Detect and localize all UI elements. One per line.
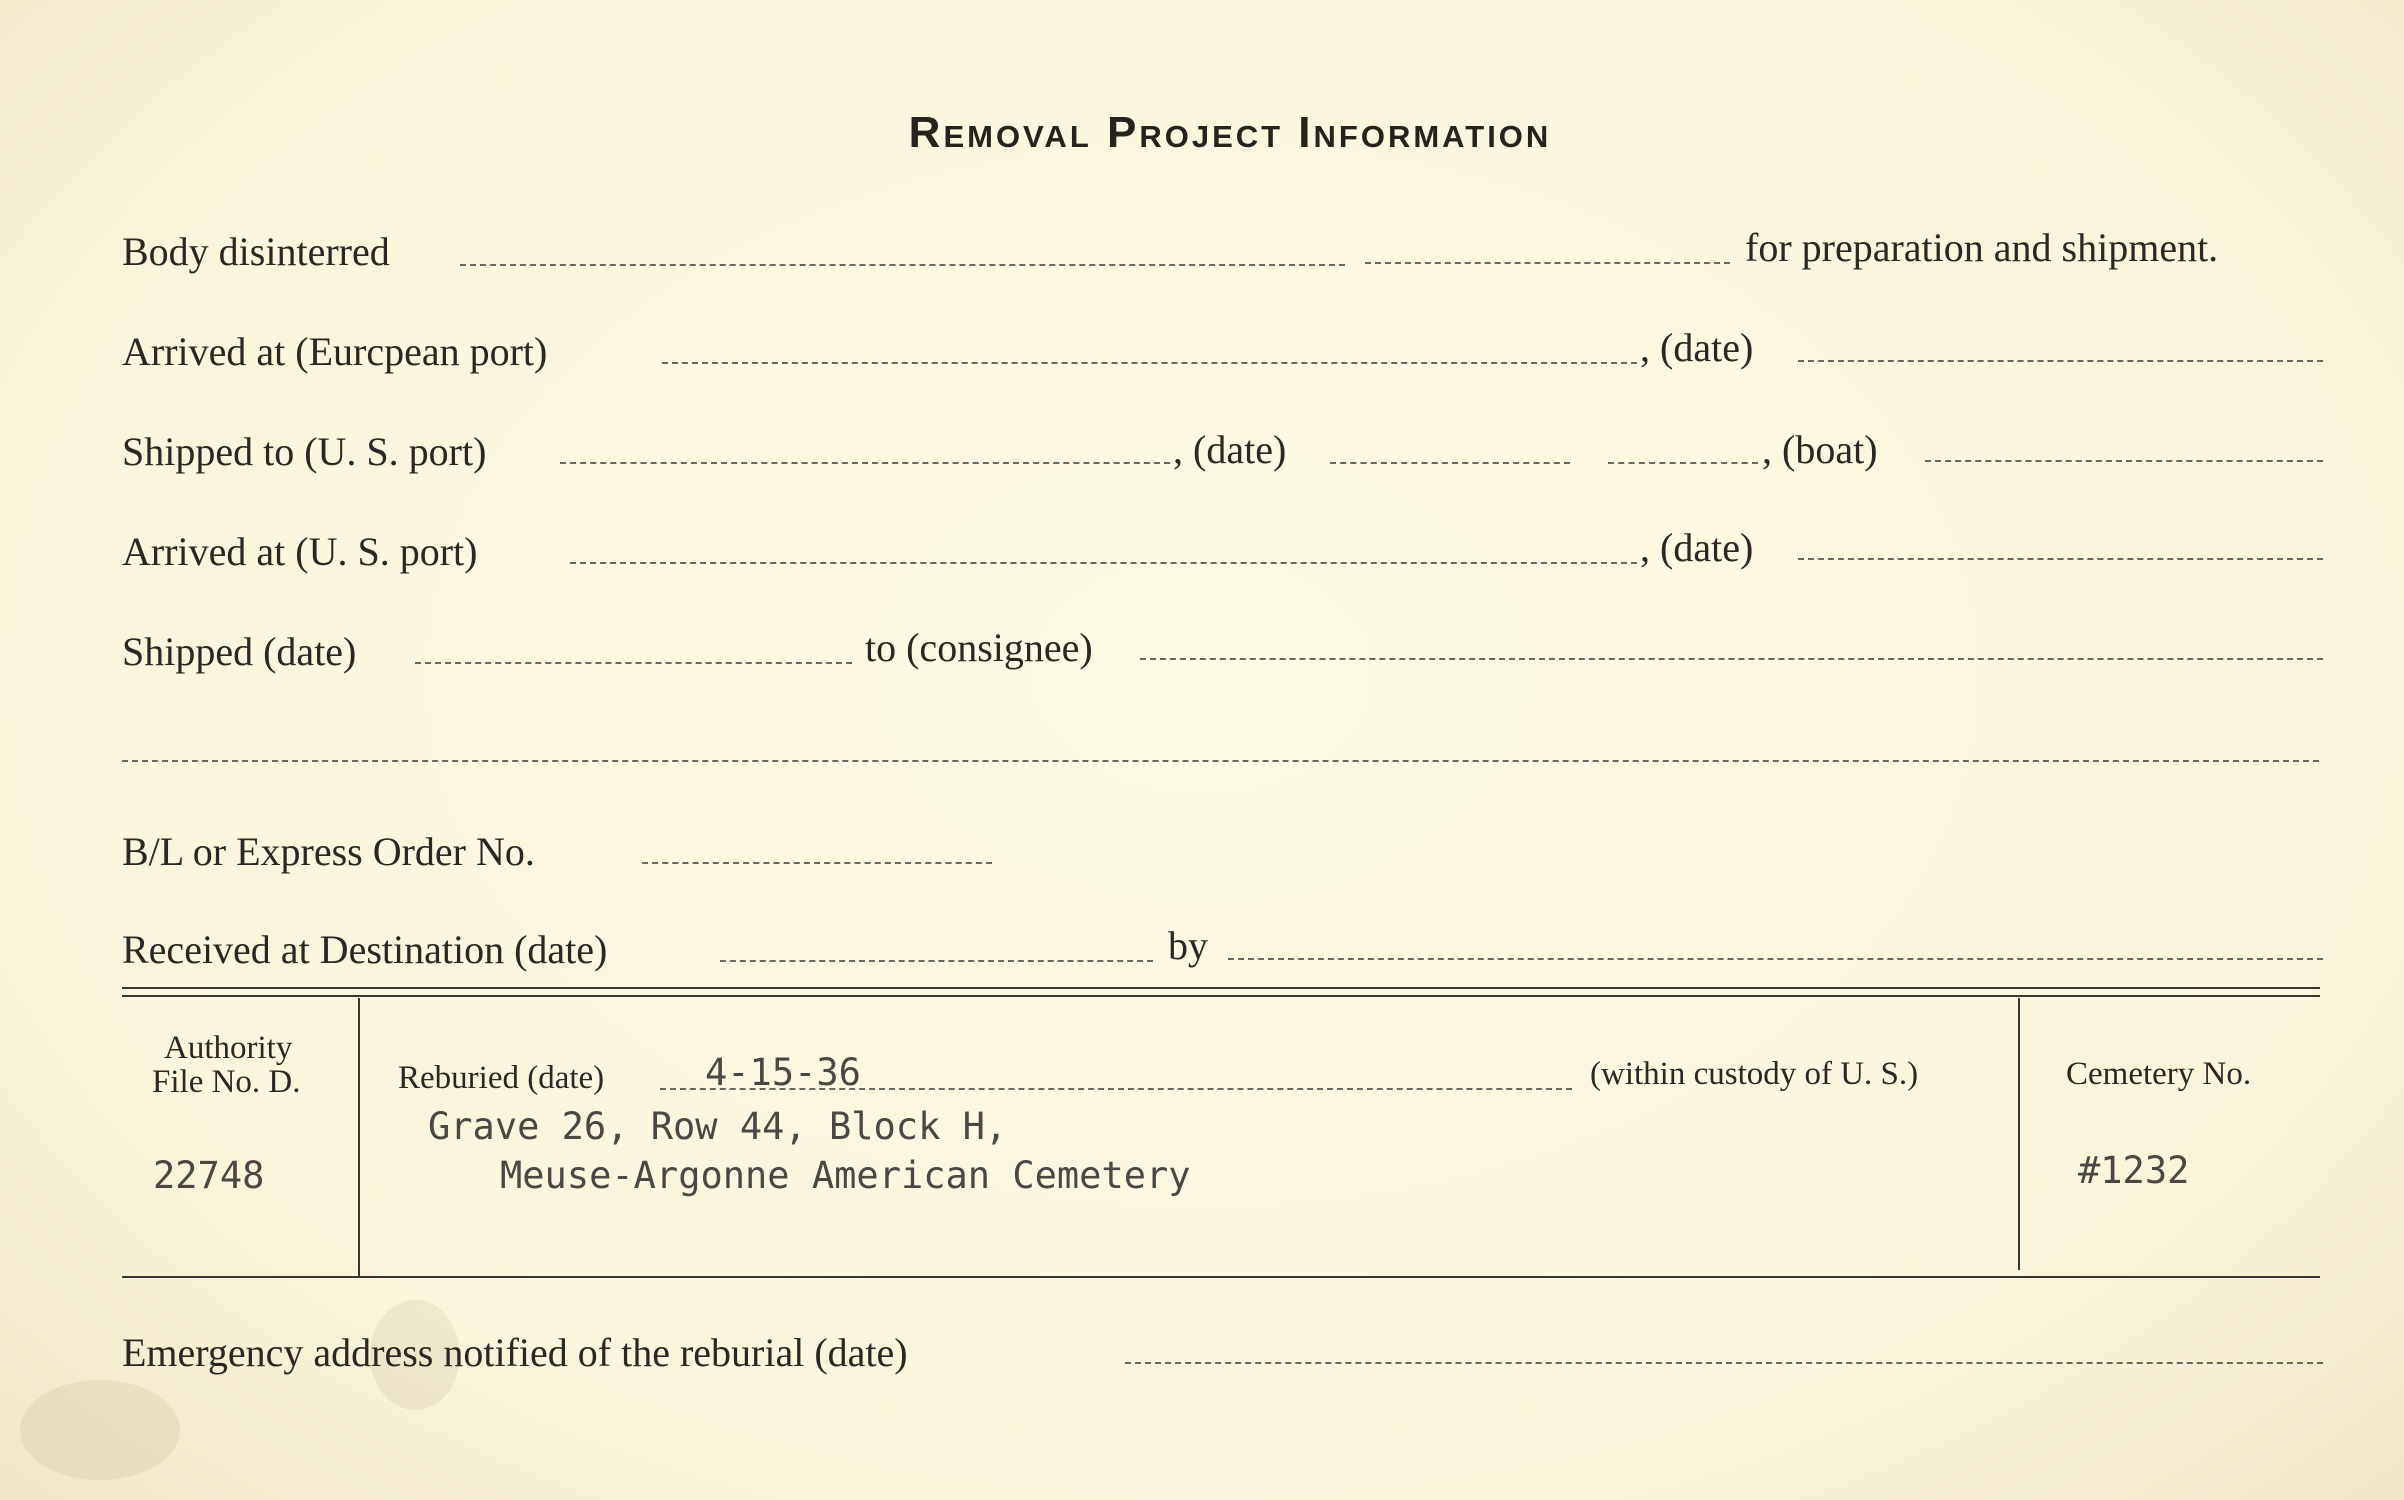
date-label-1: , (date) — [1640, 325, 1754, 370]
by-label: by — [1168, 923, 1208, 968]
cemetery-name: Meuse-Argonne American Cemetery — [500, 1154, 1191, 1197]
body-disinterred-field[interactable] — [460, 264, 1345, 266]
bl-order-field[interactable] — [642, 862, 992, 864]
shipped-us-port-field[interactable] — [560, 462, 1170, 464]
shipped-date-label: Shipped (date) — [122, 629, 357, 674]
custody-label: (within custody of U. S.) — [1590, 1056, 1919, 1092]
shipped-date-field[interactable] — [1330, 462, 1570, 464]
reburied-label: Reburied (date) — [398, 1060, 605, 1096]
file-no-label: File No. D. — [152, 1064, 301, 1100]
arrived-european-label: Arrived at (Eurcpean port) — [122, 329, 548, 374]
file-number: 22748 — [153, 1154, 265, 1197]
cemetery-number: #1232 — [2078, 1149, 2190, 1192]
body-disinterred-label: Body disinterred — [122, 229, 390, 274]
cemetery-no-label: Cemetery No. — [2066, 1056, 2252, 1092]
date-label-3: , (date) — [1640, 525, 1754, 570]
received-by-field[interactable] — [1228, 958, 2323, 960]
reburied-date: 4-15-36 — [705, 1051, 861, 1094]
arrived-european-field[interactable] — [662, 362, 1637, 364]
boat-label: , (boat) — [1762, 427, 1878, 472]
box-bottom-rule — [122, 1276, 2320, 1278]
emergency-date-field[interactable] — [1125, 1362, 2323, 1364]
shipped-on-date-field[interactable] — [415, 662, 852, 664]
body-disinterred-field-2[interactable] — [1365, 262, 1730, 264]
consignee-field-continued[interactable] — [122, 760, 2319, 762]
box-divider-right — [2018, 998, 2020, 1270]
shipped-us-port-label: Shipped to (U. S. port) — [122, 429, 487, 474]
received-destination-label: Received at Destination (date) — [122, 927, 608, 972]
authority-label: Authority — [164, 1030, 293, 1066]
arrived-us-port-field[interactable] — [570, 562, 1637, 564]
consignee-field[interactable] — [1140, 658, 2323, 660]
bl-order-label: B/L or Express Order No. — [122, 829, 535, 874]
to-consignee-label: to (consignee) — [865, 625, 1093, 670]
box-top-rule-2 — [122, 995, 2320, 997]
page-title: Removal Project Information — [908, 108, 1552, 157]
emergency-label: Emergency address notified of the reburial (date) — [122, 1330, 908, 1375]
boat-field[interactable] — [1925, 460, 2323, 462]
received-destination-date-field[interactable] — [720, 960, 1153, 962]
date-label-2: , (date) — [1173, 427, 1287, 472]
box-top-rule — [122, 987, 2320, 989]
grave-location: Grave 26, Row 44, Block H, — [428, 1105, 1008, 1148]
shipped-date-field-2[interactable] — [1608, 462, 1758, 464]
for-preparation-label: for preparation and shipment. — [1745, 225, 2219, 270]
arrived-us-port-date-field[interactable] — [1798, 558, 2323, 560]
box-divider-left — [358, 998, 360, 1276]
paper-stain — [20, 1380, 180, 1480]
arrived-european-date-field[interactable] — [1798, 360, 2323, 362]
arrived-us-port-label: Arrived at (U. S. port) — [122, 529, 478, 574]
